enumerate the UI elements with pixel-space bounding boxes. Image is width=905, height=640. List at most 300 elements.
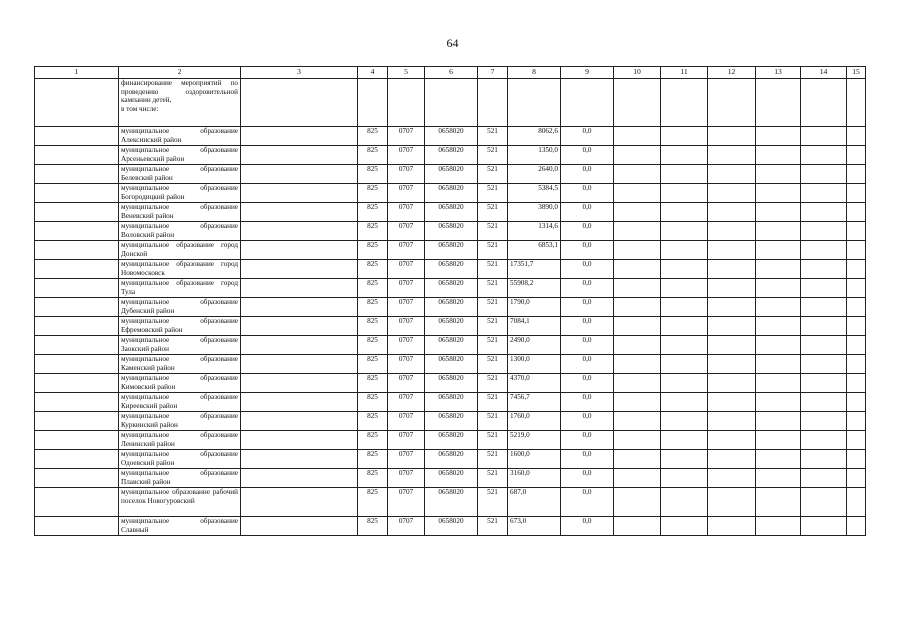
row-amount-col9: 0,0 (561, 184, 614, 203)
row-code-col6: 0658020 (425, 431, 478, 450)
row-code-col6: 0658020 (425, 203, 478, 222)
row-description: муниципальное образование город Новомосковск (119, 260, 241, 279)
row-code-col4: 825 (358, 203, 388, 222)
row-code-col5: 0707 (388, 298, 425, 317)
row-code-col7: 521 (478, 165, 508, 184)
table-cell (756, 393, 801, 412)
table-cell (661, 222, 708, 241)
row-amount: 1300,0 (508, 355, 561, 374)
row-amount: 673,0 (508, 517, 561, 536)
table-cell (478, 79, 508, 127)
table-cell (241, 412, 358, 431)
row-description: муниципальное образование Арсеньевский район (119, 146, 241, 165)
table-cell (614, 165, 661, 184)
table-cell (801, 450, 847, 469)
table-cell (661, 79, 708, 127)
table-row (35, 374, 866, 393)
table-cell (756, 355, 801, 374)
row-code-col5: 0707 (388, 222, 425, 241)
table-cell (241, 517, 358, 536)
row-code-col4: 825 (358, 146, 388, 165)
row-code-col6: 0658020 (425, 279, 478, 298)
table-cell (614, 355, 661, 374)
table-cell (708, 336, 756, 355)
row-code-col5: 0707 (388, 127, 425, 146)
table-cell (801, 517, 847, 536)
table-cell (708, 222, 756, 241)
table-cell (801, 488, 847, 517)
table-cell (661, 241, 708, 260)
row-code-col7: 521 (478, 241, 508, 260)
row-description: муниципальное образование Куркинский район (119, 412, 241, 431)
row-amount: 55908,2 (508, 279, 561, 298)
row-code-col4: 825 (358, 393, 388, 412)
row-amount-col9: 0,0 (561, 374, 614, 393)
row-code-col4: 825 (358, 222, 388, 241)
row-code-col4: 825 (358, 298, 388, 317)
table-cell (241, 127, 358, 146)
row-description: муниципальное образование Веневский район (119, 203, 241, 222)
table-cell (756, 517, 801, 536)
row-code-col7: 521 (478, 298, 508, 317)
table-cell (708, 317, 756, 336)
table-cell (756, 488, 801, 517)
table-intro-row (35, 79, 866, 127)
table-cell (614, 260, 661, 279)
table-cell (614, 393, 661, 412)
table-cell (801, 241, 847, 260)
table-cell (35, 79, 119, 127)
row-amount-col9: 0,0 (561, 298, 614, 317)
row-code-col5: 0707 (388, 184, 425, 203)
row-amount: 7084,1 (508, 317, 561, 336)
table-cell (614, 146, 661, 165)
row-code-col4: 825 (358, 127, 388, 146)
column-number-header: 14 (801, 67, 847, 79)
table-cell (708, 203, 756, 222)
row-description: муниципальное образование Ефремовский район (119, 317, 241, 336)
table-cell (708, 298, 756, 317)
table-cell (35, 488, 119, 517)
table-cell (508, 79, 561, 127)
row-code-col4: 825 (358, 336, 388, 355)
table-cell (847, 79, 866, 127)
table-cell (661, 431, 708, 450)
row-code-col4: 825 (358, 488, 388, 517)
table-cell (801, 222, 847, 241)
table-cell (708, 374, 756, 393)
table-cell (847, 279, 866, 298)
table-cell (35, 203, 119, 222)
row-description: муниципальное образование Славный (119, 517, 241, 536)
table-cell (661, 336, 708, 355)
table-cell (241, 222, 358, 241)
table-cell (241, 260, 358, 279)
table-cell (241, 146, 358, 165)
row-amount: 1350,0 (508, 146, 561, 165)
row-description: муниципальное образование рабочий поселок Новогуровский (119, 488, 241, 517)
row-amount-col9: 0,0 (561, 260, 614, 279)
row-code-col6: 0658020 (425, 127, 478, 146)
table-cell (241, 79, 358, 127)
table-row (35, 165, 866, 184)
table-cell (614, 241, 661, 260)
row-code-col4: 825 (358, 317, 388, 336)
row-amount-col9: 0,0 (561, 127, 614, 146)
table-cell (35, 165, 119, 184)
table-cell (241, 488, 358, 517)
row-code-col7: 521 (478, 317, 508, 336)
table-row (35, 279, 866, 298)
table-cell (801, 165, 847, 184)
row-code-col4: 825 (358, 165, 388, 184)
table-cell (847, 317, 866, 336)
row-amount: 1600,0 (508, 450, 561, 469)
table-cell (241, 355, 358, 374)
row-amount-col9: 0,0 (561, 222, 614, 241)
table-cell (801, 203, 847, 222)
table-row (35, 412, 866, 431)
table-cell (614, 222, 661, 241)
row-code-col6: 0658020 (425, 488, 478, 517)
row-amount: 1760,0 (508, 412, 561, 431)
row-code-col5: 0707 (388, 412, 425, 431)
row-code-col5: 0707 (388, 241, 425, 260)
table-cell (756, 203, 801, 222)
row-amount: 8062,6 (508, 127, 561, 146)
table-cell (661, 374, 708, 393)
table-cell (756, 222, 801, 241)
table-cell (756, 298, 801, 317)
table-cell (241, 279, 358, 298)
row-code-col7: 521 (478, 127, 508, 146)
row-amount-col9: 0,0 (561, 241, 614, 260)
table-cell (614, 374, 661, 393)
table-cell (661, 393, 708, 412)
table-cell (847, 241, 866, 260)
row-amount-col9: 0,0 (561, 431, 614, 450)
row-description: муниципальное образование Ленинский район (119, 431, 241, 450)
row-code-col6: 0658020 (425, 336, 478, 355)
table-cell (708, 127, 756, 146)
column-number-header: 15 (847, 67, 866, 79)
row-code-col6: 0658020 (425, 222, 478, 241)
table-cell (847, 355, 866, 374)
row-amount: 1790,0 (508, 298, 561, 317)
row-code-col7: 521 (478, 431, 508, 450)
column-number-header: 8 (508, 67, 561, 79)
table-header-row (35, 67, 866, 79)
row-code-col5: 0707 (388, 279, 425, 298)
table-cell (241, 469, 358, 488)
row-code-col6: 0658020 (425, 412, 478, 431)
column-number-header: 11 (661, 67, 708, 79)
table-cell (35, 336, 119, 355)
table-cell (614, 317, 661, 336)
table-cell (756, 184, 801, 203)
table-row (35, 431, 866, 450)
table-cell (847, 488, 866, 517)
column-number-header: 4 (358, 67, 388, 79)
table-cell (847, 146, 866, 165)
row-amount-col9: 0,0 (561, 165, 614, 184)
table-cell (756, 279, 801, 298)
table-cell (708, 450, 756, 469)
row-code-col4: 825 (358, 412, 388, 431)
table-cell (847, 298, 866, 317)
row-amount-col9: 0,0 (561, 146, 614, 165)
row-code-col7: 521 (478, 450, 508, 469)
row-amount-col9: 0,0 (561, 393, 614, 412)
table-cell (847, 412, 866, 431)
table-cell (708, 393, 756, 412)
row-code-col5: 0707 (388, 336, 425, 355)
row-code-col7: 521 (478, 336, 508, 355)
table-cell (801, 127, 847, 146)
table-cell (241, 450, 358, 469)
row-code-col4: 825 (358, 450, 388, 469)
row-code-col5: 0707 (388, 203, 425, 222)
row-code-col5: 0707 (388, 488, 425, 517)
table-cell (801, 393, 847, 412)
table-row (35, 393, 866, 412)
row-amount: 6853,1 (508, 241, 561, 260)
table-cell (358, 79, 388, 127)
row-code-col4: 825 (358, 374, 388, 393)
table-cell (801, 317, 847, 336)
table-row (35, 203, 866, 222)
row-amount-col9: 0,0 (561, 450, 614, 469)
row-code-col7: 521 (478, 517, 508, 536)
row-code-col7: 521 (478, 469, 508, 488)
row-code-col7: 521 (478, 260, 508, 279)
column-number-header: 3 (241, 67, 358, 79)
table-cell (241, 336, 358, 355)
column-number-header: 13 (756, 67, 801, 79)
table-cell (661, 469, 708, 488)
column-number-header: 9 (561, 67, 614, 79)
table-cell (661, 488, 708, 517)
table-cell (801, 469, 847, 488)
table-cell (614, 184, 661, 203)
table-row (35, 488, 866, 517)
table-cell (614, 412, 661, 431)
row-code-col6: 0658020 (425, 374, 478, 393)
row-amount: 687,0 (508, 488, 561, 517)
row-code-col6: 0658020 (425, 241, 478, 260)
table-cell (801, 146, 847, 165)
row-code-col4: 825 (358, 431, 388, 450)
table-cell (801, 184, 847, 203)
table-cell (614, 79, 661, 127)
row-amount: 7456,7 (508, 393, 561, 412)
table-cell (614, 336, 661, 355)
table-cell (241, 431, 358, 450)
table-row (35, 146, 866, 165)
row-code-col4: 825 (358, 279, 388, 298)
table-cell (35, 222, 119, 241)
table-cell (847, 374, 866, 393)
table-cell (661, 146, 708, 165)
table-cell (35, 127, 119, 146)
table-cell (35, 260, 119, 279)
table-row (35, 298, 866, 317)
row-amount-col9: 0,0 (561, 488, 614, 517)
row-description: муниципальное образование Одоевский район (119, 450, 241, 469)
row-amount-col9: 0,0 (561, 469, 614, 488)
row-description: муниципальное образование Кимовский район (119, 374, 241, 393)
row-description: муниципальное образование Киреевский район (119, 393, 241, 412)
table-cell (708, 517, 756, 536)
table-cell (756, 79, 801, 127)
table-cell (708, 412, 756, 431)
row-amount-col9: 0,0 (561, 355, 614, 374)
table-cell (661, 298, 708, 317)
table-cell (614, 298, 661, 317)
row-code-col6: 0658020 (425, 469, 478, 488)
table-row (35, 222, 866, 241)
row-description: муниципальное образование Заокский район (119, 336, 241, 355)
table-row (35, 517, 866, 536)
table-cell (661, 450, 708, 469)
table-row (35, 450, 866, 469)
table-cell (847, 336, 866, 355)
column-number-header: 10 (614, 67, 661, 79)
row-amount: 2640,0 (508, 165, 561, 184)
row-code-col6: 0658020 (425, 317, 478, 336)
table-cell (756, 146, 801, 165)
row-code-col6: 0658020 (425, 355, 478, 374)
row-code-col5: 0707 (388, 517, 425, 536)
table-cell (614, 127, 661, 146)
row-amount-col9: 0,0 (561, 336, 614, 355)
table-cell (35, 374, 119, 393)
row-code-col6: 0658020 (425, 393, 478, 412)
table-cell (614, 488, 661, 517)
column-number-header: 1 (35, 67, 119, 79)
table-cell (847, 517, 866, 536)
table-cell (35, 317, 119, 336)
column-number-header: 6 (425, 67, 478, 79)
row-description: муниципальное образование Дубенский район (119, 298, 241, 317)
table-cell (756, 336, 801, 355)
intro-description: финансирование мероприятий по проведению оздоровительной кампании детей, в том числе: (119, 79, 241, 127)
row-code-col7: 521 (478, 279, 508, 298)
row-code-col4: 825 (358, 184, 388, 203)
row-amount: 4370,0 (508, 374, 561, 393)
table-cell (708, 488, 756, 517)
table-cell (241, 298, 358, 317)
table-cell (847, 469, 866, 488)
row-code-col5: 0707 (388, 146, 425, 165)
row-code-col5: 0707 (388, 317, 425, 336)
table-cell (847, 393, 866, 412)
row-code-col7: 521 (478, 488, 508, 517)
row-description: муниципальное образование Алексинский район (119, 127, 241, 146)
table-cell (801, 374, 847, 393)
row-code-col5: 0707 (388, 393, 425, 412)
table-cell (756, 412, 801, 431)
table-cell (801, 298, 847, 317)
table-cell (661, 260, 708, 279)
table-cell (756, 241, 801, 260)
table-cell (801, 279, 847, 298)
table-cell (847, 184, 866, 203)
row-code-col4: 825 (358, 469, 388, 488)
table-cell (388, 79, 425, 127)
table-cell (708, 260, 756, 279)
table-cell (35, 279, 119, 298)
table-cell (756, 127, 801, 146)
table-cell (661, 317, 708, 336)
row-code-col4: 825 (358, 241, 388, 260)
row-code-col4: 825 (358, 517, 388, 536)
table-cell (35, 241, 119, 260)
table-cell (35, 393, 119, 412)
row-amount-col9: 0,0 (561, 279, 614, 298)
table-cell (35, 184, 119, 203)
table-cell (661, 165, 708, 184)
row-code-col6: 0658020 (425, 184, 478, 203)
table-cell (661, 203, 708, 222)
table-row (35, 241, 866, 260)
table-cell (35, 517, 119, 536)
table-cell (756, 450, 801, 469)
table-cell (241, 165, 358, 184)
table-cell (241, 184, 358, 203)
table-cell (35, 298, 119, 317)
table-cell (614, 469, 661, 488)
row-code-col5: 0707 (388, 374, 425, 393)
row-code-col7: 521 (478, 355, 508, 374)
table-cell (708, 279, 756, 298)
table-cell (756, 431, 801, 450)
table-cell (241, 374, 358, 393)
table-cell (708, 355, 756, 374)
row-amount: 5219,0 (508, 431, 561, 450)
row-amount-col9: 0,0 (561, 203, 614, 222)
table-cell (35, 146, 119, 165)
table-row (35, 336, 866, 355)
table-cell (241, 317, 358, 336)
table-cell (561, 79, 614, 127)
table-cell (801, 412, 847, 431)
column-number-header: 12 (708, 67, 756, 79)
table-cell (708, 431, 756, 450)
row-code-col6: 0658020 (425, 298, 478, 317)
row-description: муниципальное образование Каменский район (119, 355, 241, 374)
table-cell (661, 279, 708, 298)
table-cell (241, 241, 358, 260)
table-row (35, 469, 866, 488)
column-number-header: 2 (119, 67, 241, 79)
row-code-col7: 521 (478, 184, 508, 203)
table-cell (801, 355, 847, 374)
table-cell (708, 469, 756, 488)
table-cell (708, 79, 756, 127)
row-description: муниципальное образование Богородицкий район (119, 184, 241, 203)
table-cell (801, 79, 847, 127)
table-cell (35, 431, 119, 450)
page-number: 64 (446, 36, 459, 50)
row-amount: 2490,0 (508, 336, 561, 355)
table-cell (801, 336, 847, 355)
row-code-col5: 0707 (388, 450, 425, 469)
row-amount: 17351,7 (508, 260, 561, 279)
row-amount: 5384,5 (508, 184, 561, 203)
table-cell (756, 260, 801, 279)
table-cell (614, 279, 661, 298)
